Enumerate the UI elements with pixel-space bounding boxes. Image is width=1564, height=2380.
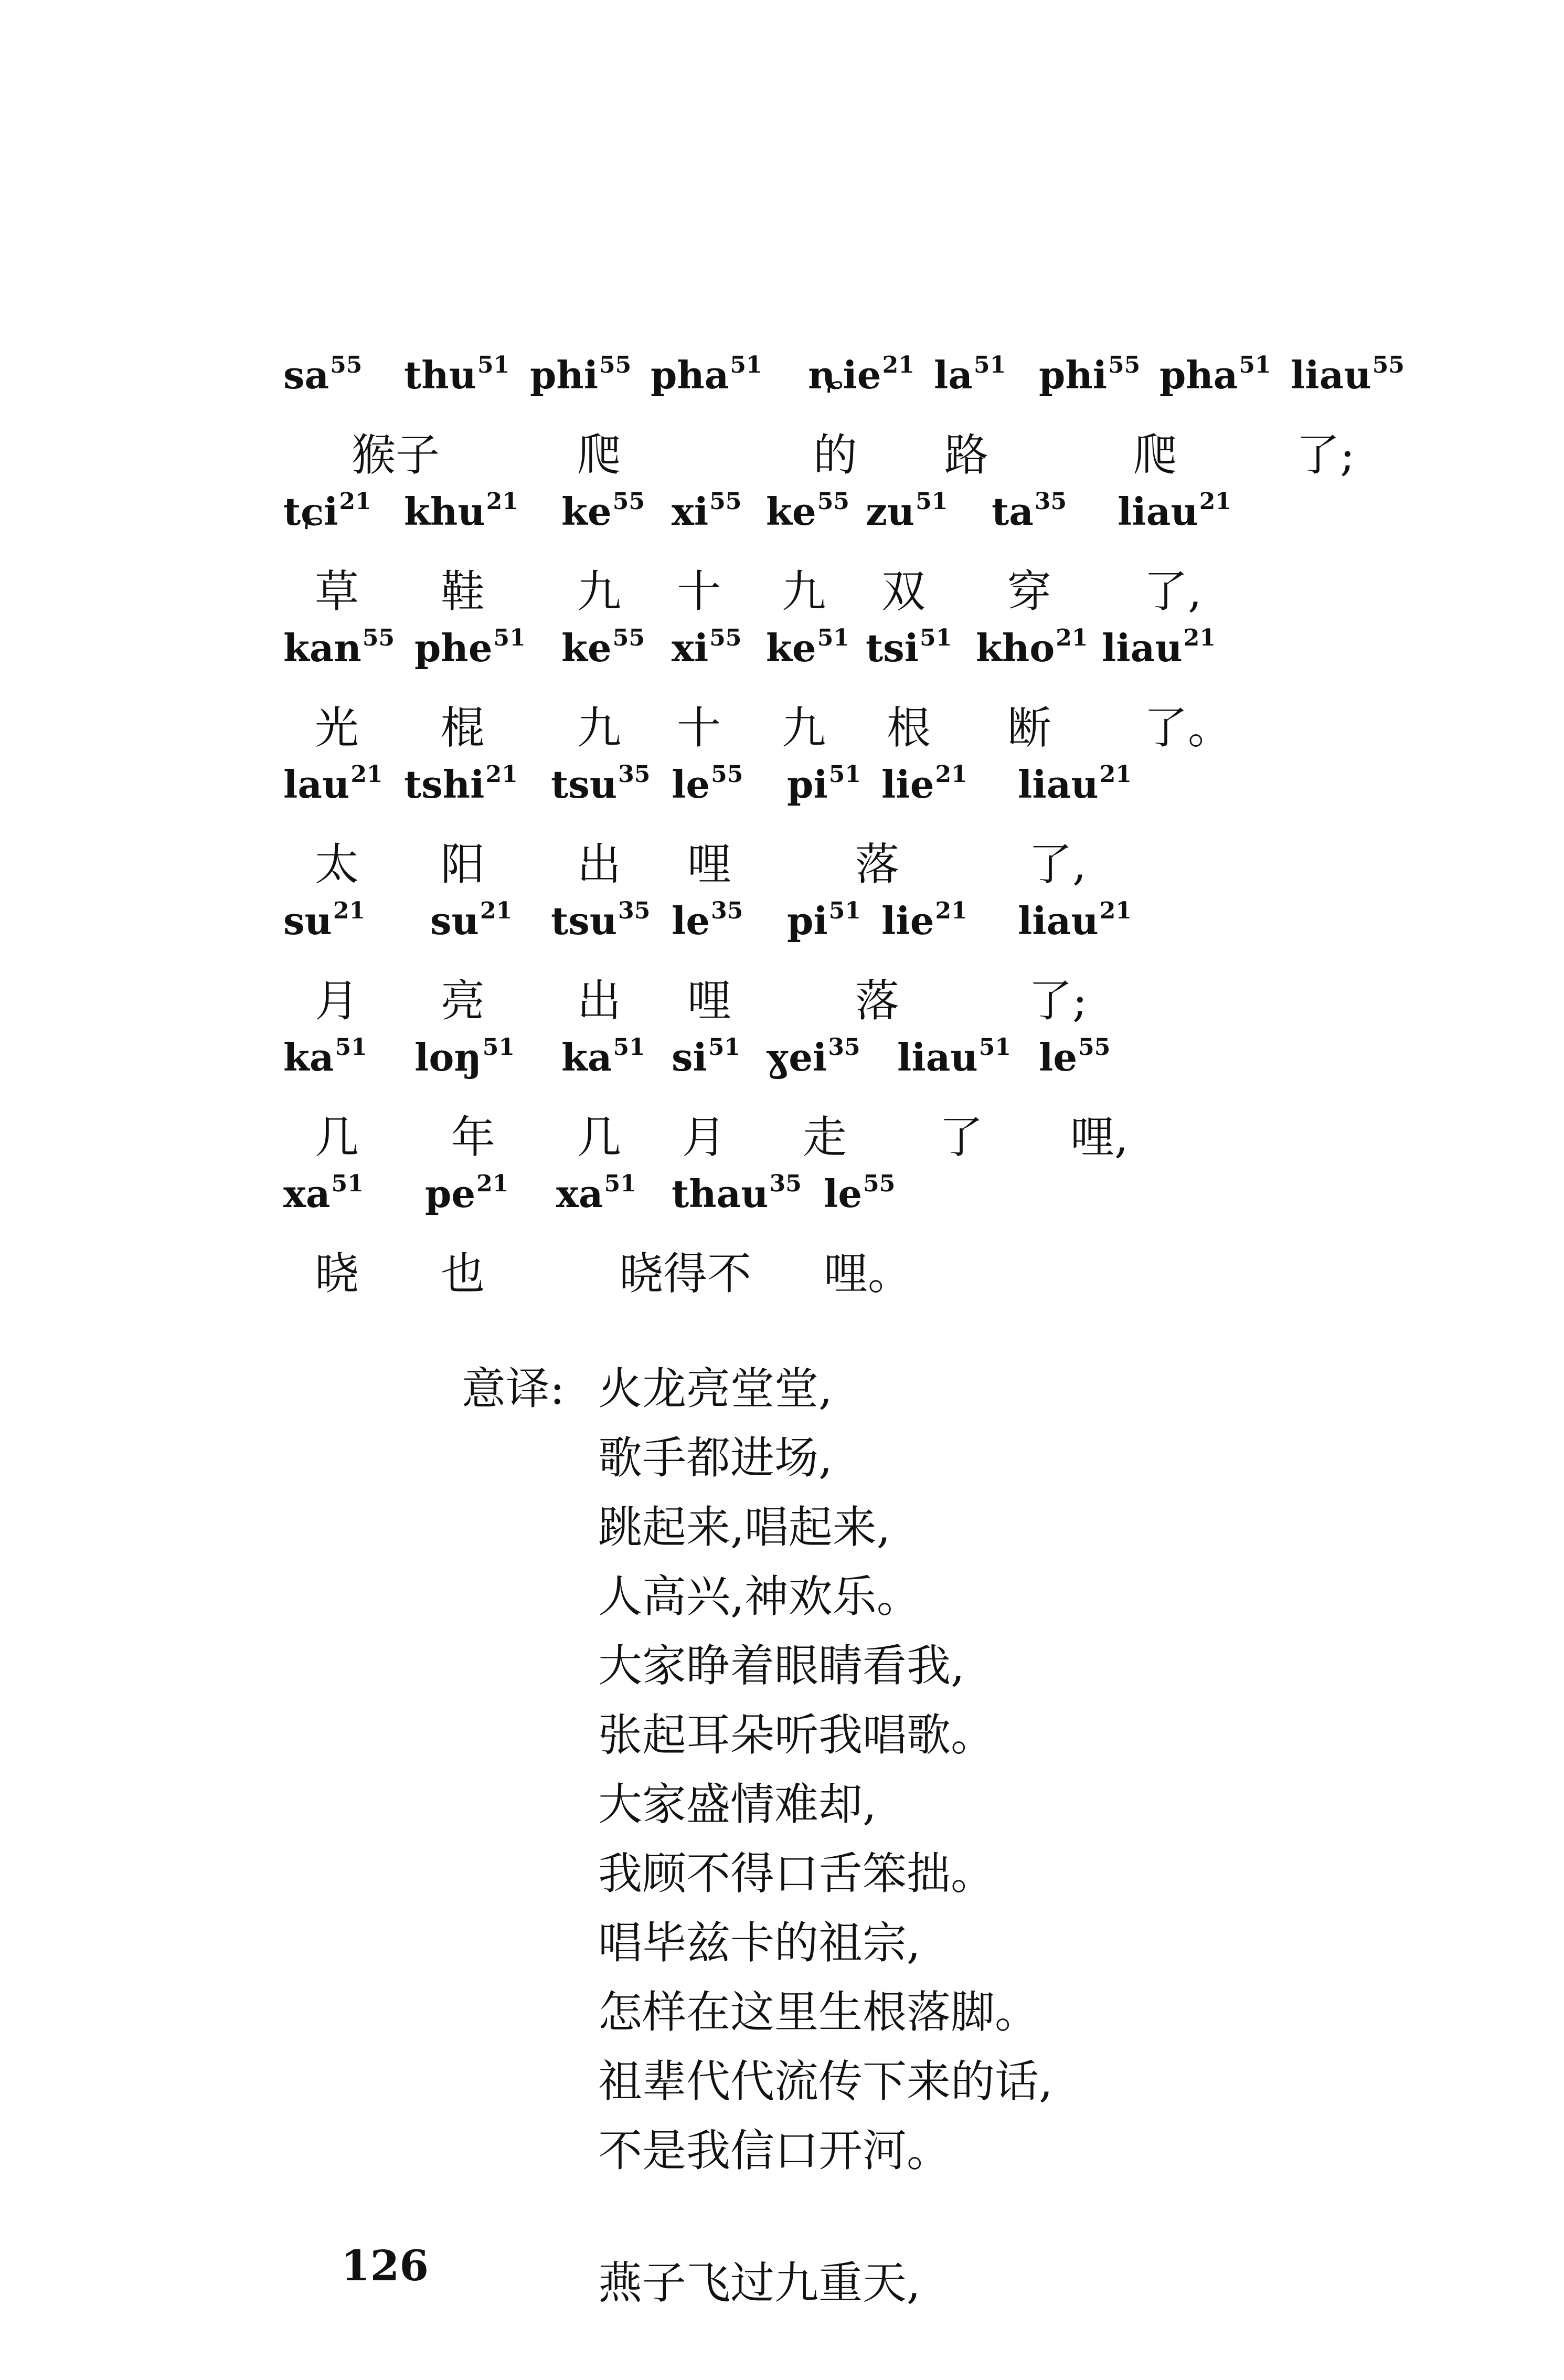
translation-line: 张起耳朵听我唱歌。: [598, 1709, 995, 1761]
syllable: $pe^{21}$: [425, 1170, 509, 1216]
interlinear-line: [283, 341, 1438, 481]
gloss-word: 哩。: [824, 1248, 912, 1299]
syllable: liau$^{55}$: [1291, 352, 1405, 397]
syllable: pha$^{51}$: [651, 352, 762, 397]
translation-line: 不是我信口开河。: [598, 2125, 951, 2176]
gloss-row: [283, 819, 1438, 890]
translation-line: 怎样在这里生根落脚。: [598, 1986, 1039, 2038]
gloss-word: 了;: [1296, 429, 1355, 481]
syllable: liau$^{21}$: [1018, 761, 1132, 807]
syllable: kho$^{21}$: [976, 625, 1088, 670]
interlinear-line: [283, 887, 1438, 1027]
syllable: ɣei$^{35}$: [766, 1034, 860, 1080]
gloss-row: [283, 1228, 1438, 1299]
gloss-word: 了,: [1144, 566, 1202, 617]
syllable: $ka^{51}$: [283, 1034, 367, 1080]
syllable: $ta^{35}$: [992, 488, 1067, 534]
syllable: tsi$^{51}$: [866, 625, 952, 670]
syllable: $la^{51}$: [934, 352, 1006, 397]
translation-line: 祖辈代代流传下来的话,: [598, 2056, 1053, 2107]
gloss-word: 几: [315, 1112, 359, 1163]
free-translation: [462, 1354, 1301, 2318]
gloss-row: [283, 546, 1438, 617]
gloss-word: 路: [944, 429, 989, 481]
interlinear-line: [283, 478, 1438, 617]
gloss-word: 走: [803, 1112, 847, 1163]
gloss-word: 晓: [315, 1248, 359, 1299]
romanization-row: [283, 1160, 1438, 1228]
syllable: tɕi$^{21}$: [283, 488, 371, 534]
syllable: $ke^{55}$: [766, 488, 849, 534]
gloss-word: 太: [315, 839, 359, 890]
interlinear-line: [283, 1160, 1438, 1299]
gloss-word: 根: [887, 702, 931, 754]
gloss-word: 十: [677, 702, 721, 754]
translation-line: 人高兴,神欢乐。: [598, 1571, 921, 1622]
gloss-word: 了,: [1028, 839, 1087, 890]
syllable: liau$^{21}$: [1102, 625, 1216, 670]
gloss-word: 十: [677, 566, 721, 617]
interlinear-line: [283, 614, 1438, 754]
gloss-word: 阳: [441, 839, 485, 890]
gloss-word: 年: [451, 1112, 496, 1163]
translation-line: 燕子飞过九重天,: [598, 2257, 921, 2309]
syllable: $le^{55}$: [824, 1170, 896, 1216]
gloss-word: 猴子: [352, 429, 440, 481]
syllable: thu$^{51}$: [404, 352, 510, 397]
translation-line: 我顾不得口舌笨拙。: [598, 1848, 995, 1899]
gloss-word: 草: [315, 566, 359, 617]
syllable: liau$^{21}$: [1018, 897, 1132, 943]
romanization-row: [283, 1023, 1438, 1092]
syllable: $le^{35}$: [672, 897, 743, 943]
syllable: phe$^{51}$: [414, 625, 526, 670]
syllable: $le^{55}$: [1039, 1034, 1111, 1080]
syllable: khu$^{21}$: [404, 488, 518, 534]
gloss-word: 爬: [577, 429, 622, 481]
translation-line: 火龙亮堂堂,: [598, 1363, 833, 1414]
syllable: $pi^{51}$: [787, 761, 861, 807]
romanization-row: [283, 887, 1438, 955]
translation-line: 大家睁着眼睛看我,: [598, 1640, 965, 1691]
gloss-word: 几: [577, 1112, 622, 1163]
gloss-word: 了: [939, 1112, 984, 1163]
syllable: $ke^{55}$: [561, 488, 645, 534]
interlinear-line: [283, 1023, 1438, 1163]
gloss-word: 了。: [1144, 702, 1232, 754]
gloss-word: 断: [1007, 702, 1052, 754]
gloss-word: 了;: [1028, 975, 1088, 1027]
gloss-row: [283, 1092, 1438, 1163]
syllable: phi$^{55}$: [530, 352, 632, 397]
syllable: $xa^{51}$: [283, 1170, 364, 1216]
gloss-word: 哩: [687, 839, 732, 890]
gloss-word: 棍: [441, 702, 485, 754]
gloss-word: 晓得不: [619, 1248, 752, 1299]
syllable: loŋ$^{51}$: [414, 1034, 515, 1080]
translation-line: 唱毕兹卡的祖宗,: [598, 1917, 921, 1969]
translation-lines: [598, 1354, 1301, 2318]
gloss-word: 哩: [687, 975, 732, 1027]
gloss-word: 九: [782, 702, 826, 754]
syllable: $ke^{51}$: [766, 625, 849, 670]
gloss-word: 月: [682, 1112, 727, 1163]
syllable: thau$^{35}$: [672, 1170, 802, 1216]
gloss-word: 也: [441, 1248, 485, 1299]
syllable: $su^{21}$: [430, 897, 513, 943]
gloss-word: 爬: [1133, 429, 1178, 481]
syllable: tshi$^{21}$: [404, 761, 518, 807]
syllable: phi$^{55}$: [1039, 352, 1141, 397]
gloss-word: 月: [315, 975, 359, 1027]
syllable: $xi^{55}$: [672, 625, 742, 670]
syllable: lie$^{21}$: [881, 897, 967, 943]
syllable: ȵie$^{21}$: [808, 352, 914, 397]
gloss-word: 哩,: [1070, 1112, 1129, 1163]
gloss-row: [283, 409, 1438, 481]
translation-line: 歌手都进场,: [598, 1432, 833, 1484]
gloss-word: 出: [577, 975, 622, 1027]
gloss-word: 穿: [1007, 566, 1052, 617]
syllable: $sa^{55}$: [283, 352, 363, 397]
syllable: liau$^{51}$: [897, 1034, 1011, 1080]
gloss-word: 的: [813, 429, 858, 481]
gloss-word: 双: [881, 566, 926, 617]
romanization-row: [283, 614, 1438, 682]
translation-label: 意译:: [462, 1363, 565, 1414]
syllable: $le^{55}$: [672, 761, 743, 807]
gloss-word: 九: [782, 566, 826, 617]
syllable: $su^{21}$: [283, 897, 366, 943]
gloss-word: 光: [315, 702, 359, 754]
syllable: tsu$^{35}$: [551, 761, 651, 807]
syllable: pha$^{51}$: [1159, 352, 1271, 397]
gloss-word: 落: [855, 839, 900, 890]
syllable: kan$^{55}$: [283, 625, 395, 670]
gloss-word: 出: [577, 839, 622, 890]
romanization-row: [283, 341, 1438, 409]
gloss-word: 亮: [441, 975, 485, 1027]
syllable: liau$^{21}$: [1118, 488, 1231, 534]
gloss-word: 九: [577, 702, 622, 754]
stanza-gap: [598, 2185, 1301, 2248]
interlinear-text: [283, 341, 1438, 1299]
romanization-row: [283, 478, 1438, 546]
gloss-word: 落: [855, 975, 900, 1027]
page-number: 126: [341, 2241, 429, 2290]
translation-line: 跳起来,唱起来,: [598, 1501, 891, 1553]
interlinear-line: [283, 750, 1438, 890]
syllable: $zu^{51}$: [866, 488, 948, 534]
syllable: $ka^{51}$: [561, 1034, 645, 1080]
syllable: $ke^{55}$: [561, 625, 645, 670]
syllable: $xi^{55}$: [672, 488, 742, 534]
syllable: lau$^{21}$: [283, 761, 383, 807]
gloss-row: [283, 682, 1438, 754]
translation-line: 大家盛情难却,: [598, 1779, 877, 1830]
syllable: lie$^{21}$: [881, 761, 967, 807]
gloss-row: [283, 955, 1438, 1027]
romanization-row: [283, 750, 1438, 819]
syllable: $pi^{51}$: [787, 897, 861, 943]
syllable: $xa^{51}$: [556, 1170, 636, 1216]
syllable: tsu$^{35}$: [551, 897, 651, 943]
syllable: $si^{51}$: [672, 1034, 741, 1080]
gloss-word: 鞋: [441, 566, 485, 617]
gloss-word: 九: [577, 566, 622, 617]
